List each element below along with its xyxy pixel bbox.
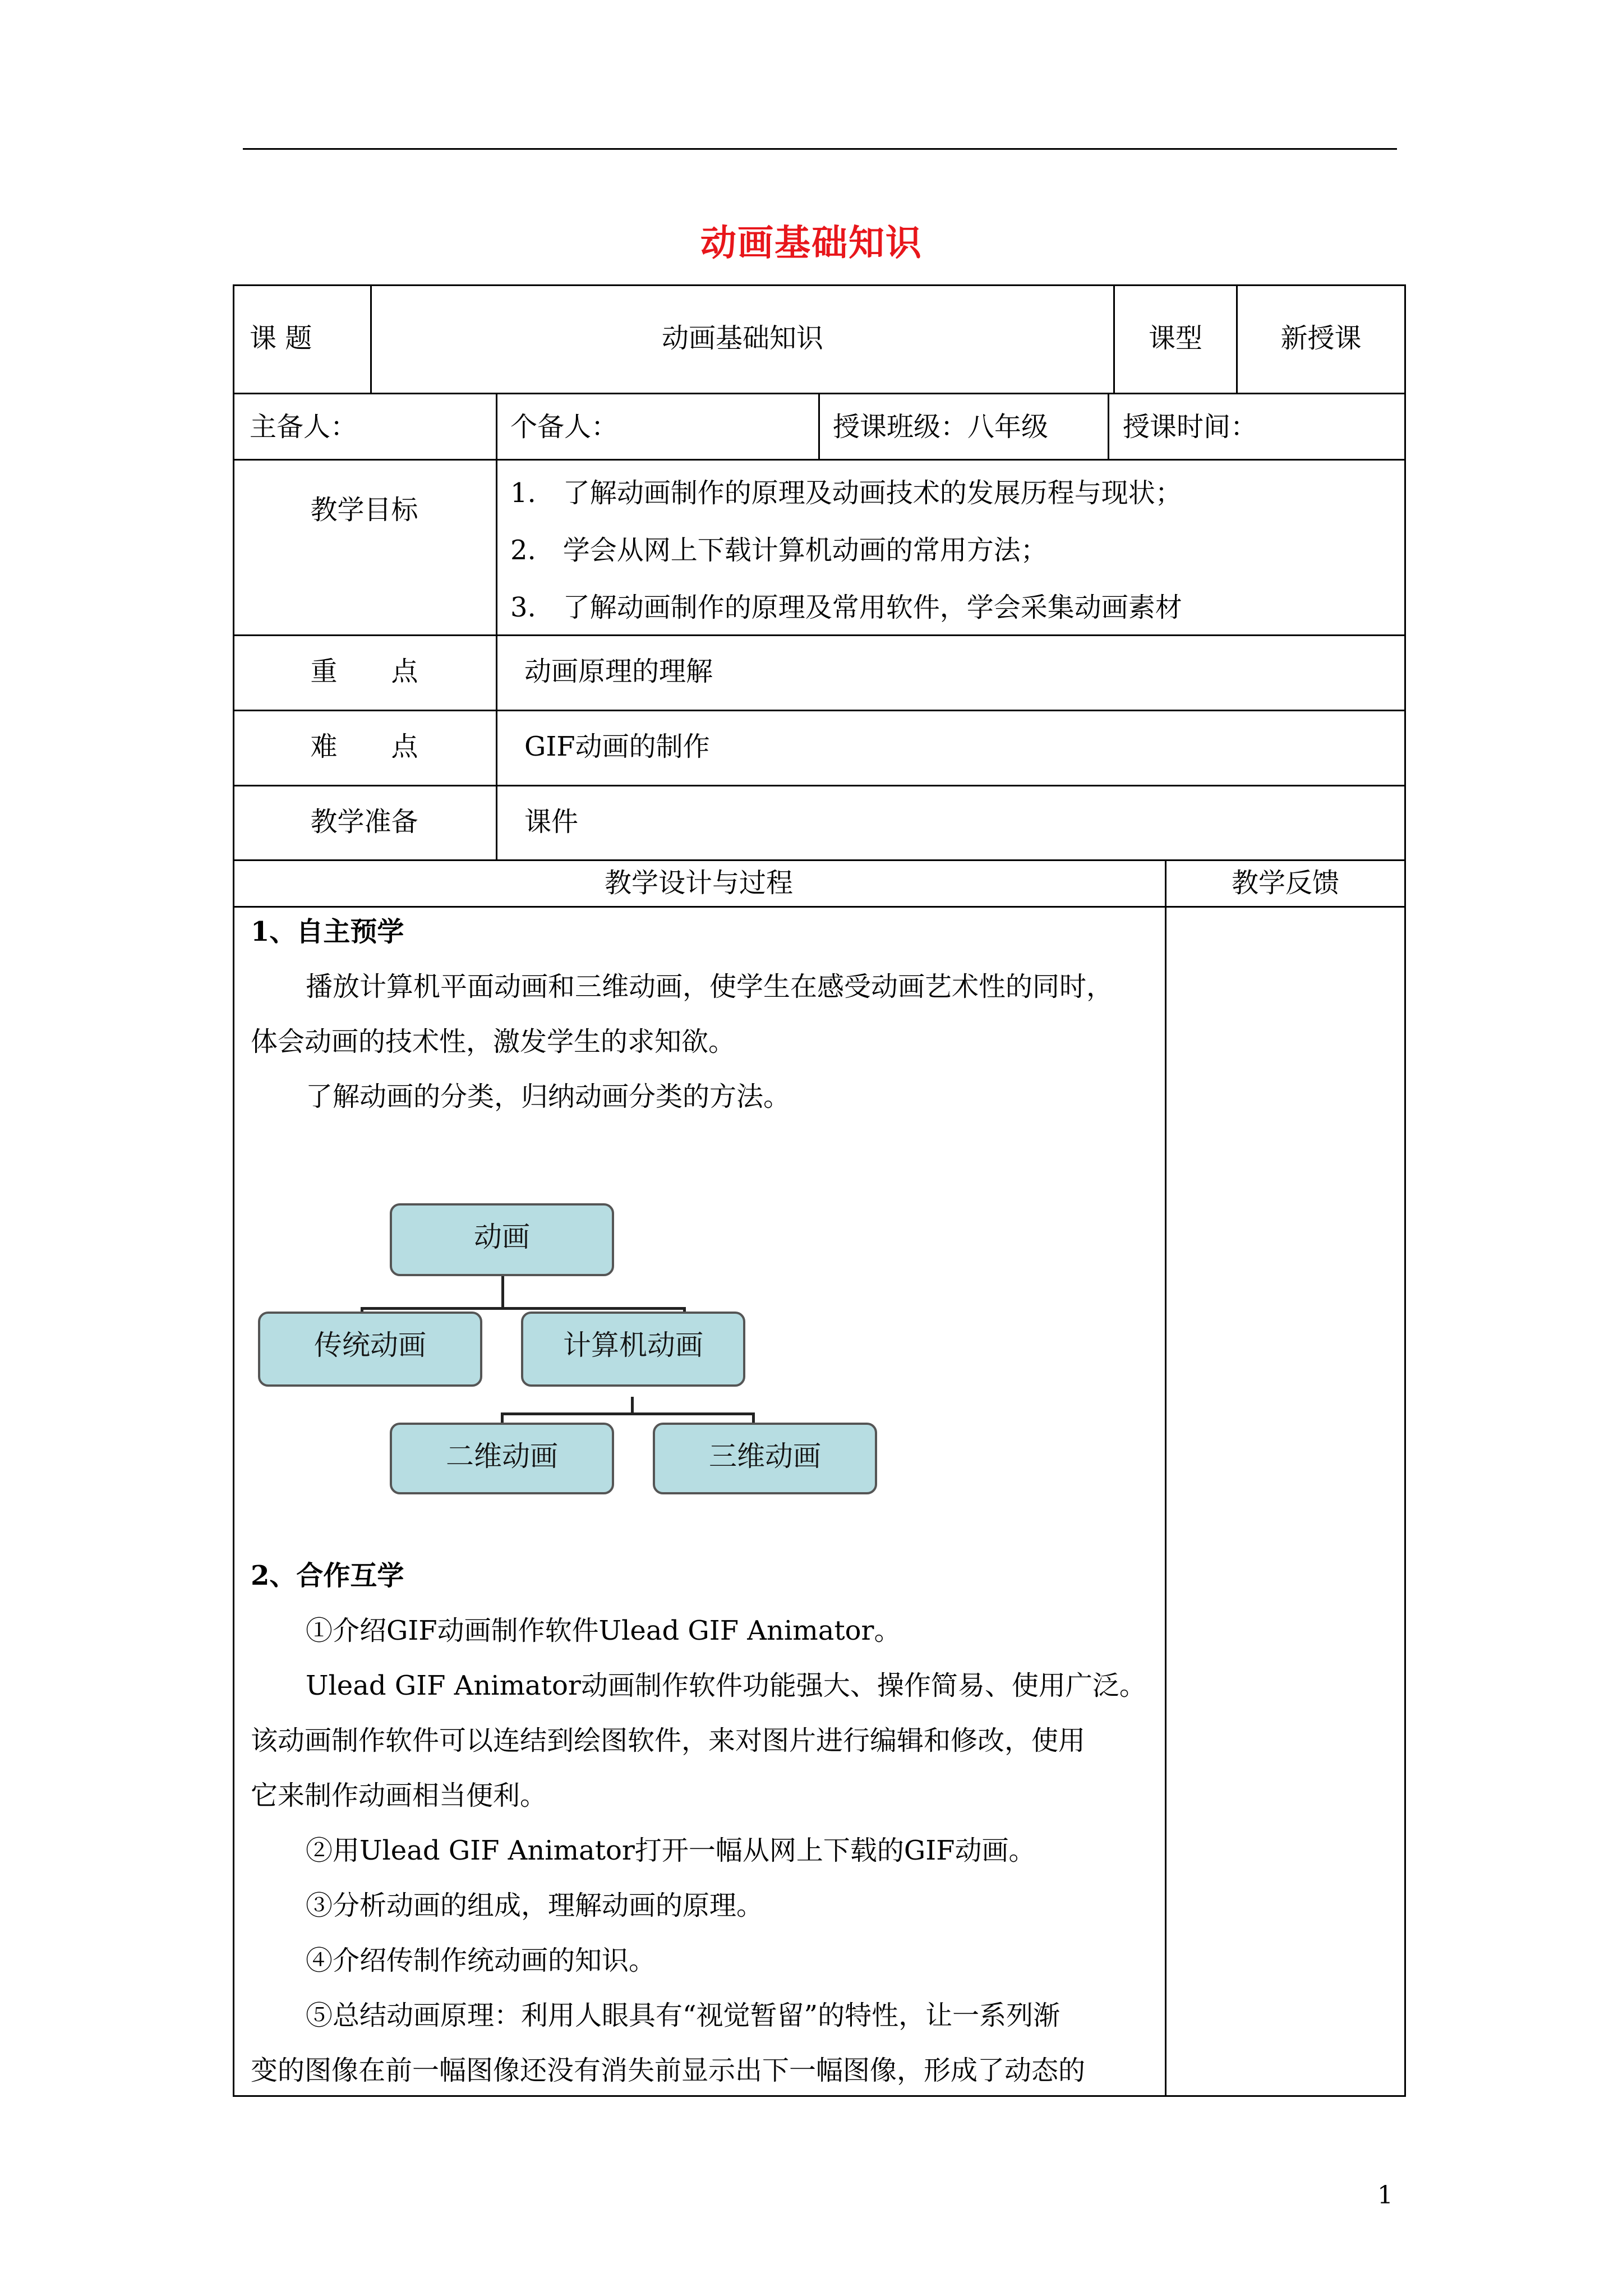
col-divider	[1108, 393, 1109, 459]
type-value: 新授课	[1280, 323, 1362, 354]
row-divider	[233, 785, 1406, 786]
col-divider	[496, 393, 497, 459]
section2-heading: 2、合作互学	[251, 1560, 404, 1591]
section2-paragraph: ③分析动画的组成，理解动画的原理。	[306, 1890, 764, 1921]
time-label: 授课时间：	[1123, 411, 1258, 443]
goal-item: 1. 了解动画制作的原理及动画技术的发展历程与现状；	[510, 477, 1182, 509]
section2-paragraph: ④介绍传制作统动画的知识。	[306, 1945, 656, 1976]
node-computer-animation: 计算机动画	[521, 1312, 745, 1387]
col-divider	[818, 393, 820, 459]
connector-line	[501, 1412, 754, 1415]
node-3d-animation: 三维动画	[653, 1423, 877, 1494]
subject-value: 动画基础知识	[661, 323, 823, 354]
table-border-bottom	[233, 2095, 1406, 2097]
section1-paragraph: 播放计算机平面动画和三维动画，使学生在感受动画艺术性的同时，	[306, 971, 1114, 1002]
connector-line	[361, 1307, 686, 1310]
section2-paragraph: 变的图像在前一幅图像还没有消失前显示出下一幅图像，形成了动态的	[251, 2055, 1086, 2086]
goal-item: 2. 学会从网上下载计算机动画的常用方法；	[510, 535, 1048, 566]
key-point-value: 动画原理的理解	[524, 656, 713, 687]
table-border-left	[233, 284, 234, 2097]
subject-label: 课 题	[250, 323, 312, 354]
section2-paragraph: Ulead GIF Animator动画制作软件功能强大、操作简易、使用广泛。	[306, 1670, 1146, 1701]
page-number: 1	[1377, 2181, 1393, 2210]
section2-paragraph: ②用Ulead GIF Animator打开一幅从网上下载的GIF动画。	[306, 1835, 1036, 1866]
type-label: 课型	[1148, 323, 1202, 354]
animation-classification-diagram	[250, 1185, 889, 1499]
connector-line	[631, 1397, 634, 1414]
main-preparer: 主备人：	[250, 411, 358, 443]
section2-paragraph: ⑤总结动画原理：利用人眼具有“视觉暂留”的特性，让一系列渐	[306, 2000, 1061, 2031]
row-divider	[233, 859, 1406, 861]
document-title: 动画基础知识	[700, 222, 923, 264]
difficulty-value: GIF动画的制作	[524, 731, 710, 762]
col-divider	[496, 459, 497, 859]
section1-heading: 1、自主预学	[251, 916, 404, 947]
section1-paragraph: 体会动画的技术性，激发学生的求知欲。	[251, 1026, 736, 1057]
table-border-top	[233, 284, 1406, 286]
process-design-header: 教学设计与过程	[604, 867, 793, 899]
difficulty-label: 难 点	[310, 731, 418, 762]
key-point-label: 重 点	[310, 656, 418, 687]
node-traditional-animation: 传统动画	[258, 1312, 482, 1387]
col-divider	[1165, 859, 1166, 2095]
feedback-header: 教学反馈	[1231, 867, 1339, 899]
goal-item: 3. 了解动画制作的原理及常用软件，学会采集动画素材	[510, 592, 1182, 623]
section2-paragraph: ①介绍GIF动画制作软件Ulead GIF Animator。	[306, 1615, 901, 1646]
section1-paragraph: 了解动画的分类，归纳动画分类的方法。	[306, 1081, 791, 1112]
node-animation: 动画	[390, 1203, 614, 1276]
row-divider	[233, 906, 1406, 908]
row-divider	[233, 634, 1406, 636]
table-border-right	[1404, 284, 1406, 2097]
node-2d-animation: 二维动画	[390, 1423, 614, 1494]
section2-paragraph: 它来制作动画相当便利。	[251, 1780, 547, 1811]
class-label: 授课班级：八年级	[833, 411, 1049, 443]
preparation-label: 教学准备	[310, 806, 418, 838]
goals-label: 教学目标	[310, 494, 418, 526]
row-divider	[233, 710, 1406, 711]
individual-preparer: 个备人：	[510, 411, 619, 443]
section2-paragraph: 该动画制作软件可以连结到绘图软件，来对图片进行编辑和修改，使用	[251, 1725, 1086, 1756]
preparation-value: 课件	[524, 806, 579, 838]
row-divider	[233, 459, 1406, 461]
header-rule	[243, 148, 1397, 150]
